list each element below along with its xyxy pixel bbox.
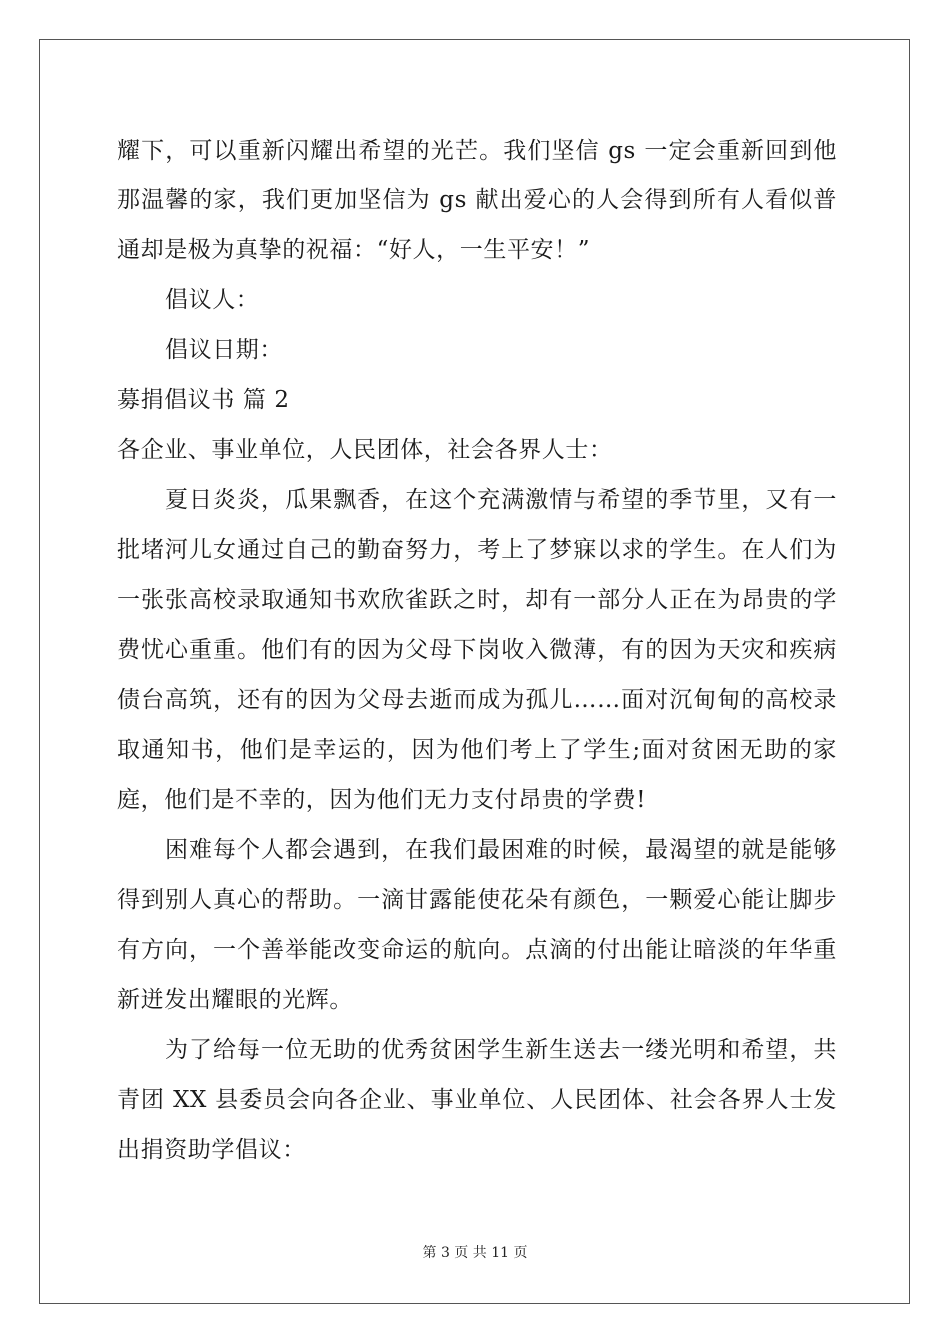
section-title: 募捐倡议书 篇 2 (117, 387, 290, 413)
body-line: 一张张高校录取通知书欢欣雀跃之时，却有一部分人正在为昂贵的学 (117, 587, 837, 613)
body-line: 取通知书，他们是幸运的，因为他们考上了学生;面对贫困无助的家 (117, 737, 837, 763)
body-line: 出捐资助学倡议： (117, 1137, 306, 1163)
body-line: 为了给每一位无助的优秀贫困学生新生送去一缕光明和希望，共 (165, 1037, 837, 1063)
body-line: 有方向，一个善举能改变命运的航向。点滴的付出能让暗淡的年华重 (117, 937, 837, 963)
body-line: 庭，他们是不幸的，因为他们无力支付昂贵的学费! (117, 787, 647, 813)
body-line: 夏日炎炎，瓜果飘香，在这个充满激情与希望的季节里，又有一 (165, 487, 837, 513)
signatory-label: 倡议人： (165, 287, 260, 313)
body-line: 新迸发出耀眼的光辉。 (117, 987, 353, 1013)
body-line: 耀下，可以重新闪耀出希望的光芒。我们坚信 gs 一定会重新回到他 (117, 138, 837, 164)
page-number: 第 3 页 共 11 页 (422, 1245, 528, 1261)
body-line: 批堵河儿女通过自己的勤奋努力，考上了梦寐以求的学生。在人们为 (117, 537, 837, 563)
date-label: 倡议日期： (165, 337, 283, 363)
body-line: 那温馨的家，我们更加坚信为 gs 献出爱心的人会得到所有人看似普 (117, 187, 837, 213)
body-line: 通却是极为真挚的祝福：“好人，一生平安！” (117, 237, 591, 263)
body-line: 得到别人真心的帮助。一滴甘露能使花朵有颜色，一颗爱心能让脚步 (117, 887, 837, 913)
salutation: 各企业、事业单位，人民团体，社会各界人士： (117, 437, 613, 463)
body-line: 青团 XX 县委员会向各企业、事业单位、人民团体、社会各界人士发 (117, 1087, 837, 1113)
body-line: 债台高筑，还有的因为父母去逝而成为孤儿……面对沉甸甸的高校录 (117, 687, 837, 713)
body-line: 费忧心重重。他们有的因为父母下岗收入微薄，有的因为天灾和疾病 (117, 637, 837, 663)
body-line: 困难每个人都会遇到，在我们最困难的时候，最渴望的就是能够 (165, 837, 837, 863)
